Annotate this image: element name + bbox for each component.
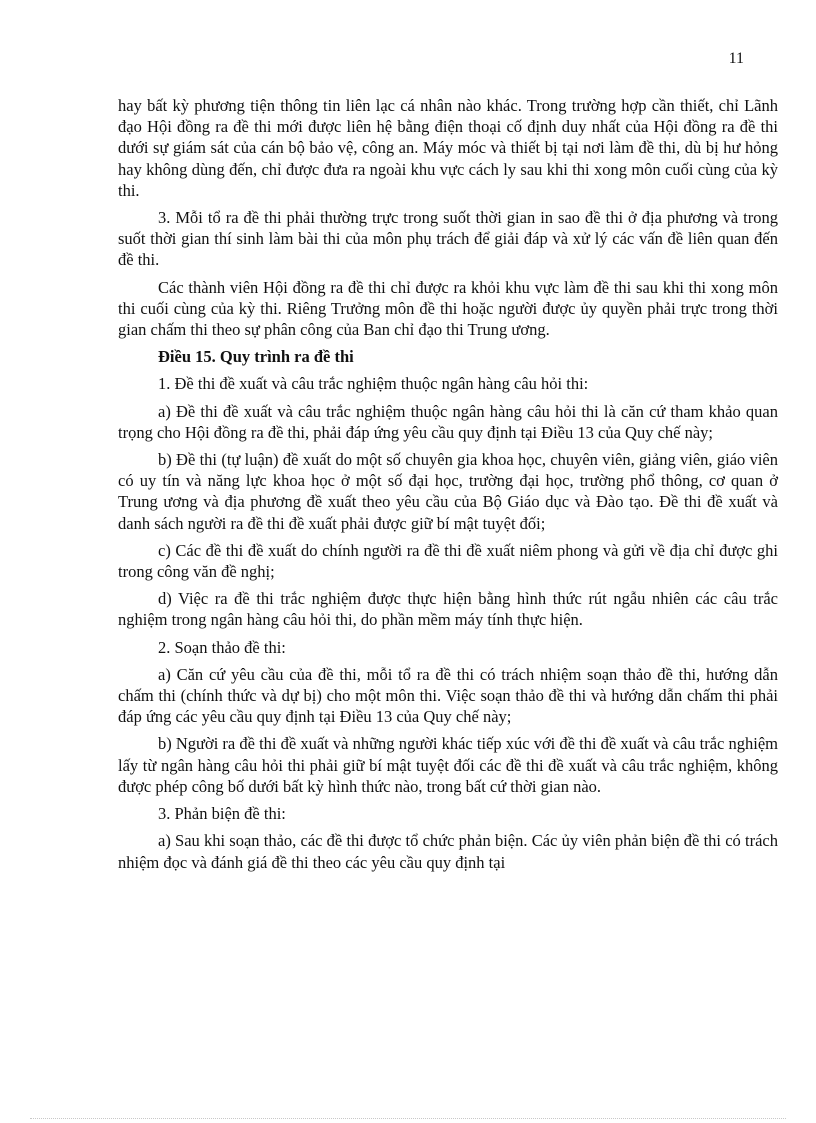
paragraph-clause-3: 3. Mỗi tổ ra đề thi phải thường trực trong suốt thời gian in sao đề thi ở địa phương và trong suốt thời gian thí sinh làm bài thi của môn phụ trách để giải đáp và xử lý các vấn đề liên quan đến đề thi. [118, 208, 778, 270]
page-number: 11 [728, 50, 744, 67]
paragraph-1c: c) Các đề thi đề xuất do chính người ra đề thi đề xuất niêm phong và gửi về địa chỉ được ghi trong công văn đề nghị; [118, 540, 778, 582]
page-bottom-divider [30, 1118, 786, 1119]
paragraph-section-2: 2. Soạn thảo đề thi: [158, 637, 286, 657]
paragraph-section-3: 3. Phản biện đề thi: [158, 804, 286, 824]
paragraph-members: Các thành viên Hội đồng ra đề thi chỉ được ra khỏi khu vực làm đề thi sau khi thi xong môn thi cuối cùng của kỳ thi. Riêng Trưởng môn đề thi hoặc người được ủy quyền phải trực trong thời gian chấm thi theo sự phân công của Ban chỉ đạo thi Trung ương. [118, 277, 778, 340]
paragraph-2a: a) Căn cứ yêu cầu của đề thi, mỗi tổ ra đề thi có trách nhiệm soạn thảo đề thi, hướng dẫn chấm thi (chính thức và dự bị) cho một môn thi. Việc soạn thảo đề thi và hướng dẫn chấm thi phải đáp ứng các yêu cầu quy định tại Điều 13 của Quy chế này; [118, 664, 778, 727]
paragraph-section-1: 1. Đề thi đề xuất và câu trắc nghiệm thuộc ngân hàng câu hỏi thi: [158, 374, 589, 394]
paragraph-1d: d) Việc ra đề thi trắc nghiệm được thực hiện bằng hình thức rút ngẫu nhiên các câu trắc nghiệm trong ngân hàng câu hỏi thi, do phần mềm máy tính thực hiện. [118, 589, 778, 630]
paragraph-1a: a) Đề thi đề xuất và câu trắc nghiệm thuộc ngân hàng câu hỏi thi là căn cứ tham khảo quan trọng cho Hội đồng ra đề thi, phải đáp ứng yêu cầu quy định tại Điều 13 của Quy chế này; [118, 401, 778, 442]
paragraph-1b: b) Đề thi (tự luận) đề xuất do một số chuyên gia khoa học, chuyên viên, giảng viên, giáo viên có uy tín và năng lực khoa học ở một số đại học, trường đại học, trường phổ thông, cơ quan ở Trung ương và địa phương đề xuất theo yêu cầu của Bộ Giáo dục và Đào tạo. Đề thi đề xuất và danh sách người ra đề thi đề xuất phải được giữ bí mật tuyệt đối; [118, 450, 778, 533]
paragraph-continued: hay bất kỳ phương tiện thông tin liên lạc cá nhân nào khác. Trong trường hợp cần thiết, chỉ Lãnh đạo Hội đồng ra đề thi mới được liên hệ bằng điện thoại cố định duy nhất của Hội đồng ra đề thi dưới sự giám sát của cán bộ bảo vệ, công an. Máy móc và thiết bị tại nơi làm đề thi, dù bị hư hỏng hay không dùng đến, chỉ được đưa ra ngoài khu vực cách ly sau khi thi xong môn cuối cùng của kỳ thi. [118, 96, 778, 200]
article-heading: Điều 15. Quy trình ra đề thi [158, 347, 354, 367]
document-body [118, 95, 778, 879]
paragraph-2b: b) Người ra đề thi đề xuất và những người khác tiếp xúc với đề thi đề xuất và câu trắc nghiệm lấy từ ngân hàng câu hỏi thi phải giữ bí mật tuyệt đối các đề thi đề xuất và câu trắc nghiệm, không được phép công bố dưới bất kỳ hình thức nào, trong bất cứ thời gian nào. [118, 734, 778, 796]
paragraph-3a: a) Sau khi soạn thảo, các đề thi được tổ chức phản biện. Các ủy viên phản biện đề thi có trách nhiệm đọc và đánh giá đề thi theo các yêu cầu quy định tại [118, 831, 778, 872]
